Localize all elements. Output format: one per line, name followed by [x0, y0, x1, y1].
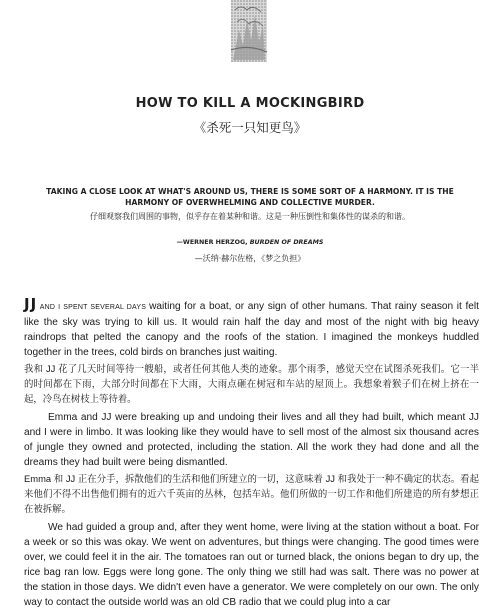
chapter-body	[24, 297, 479, 610]
jungle-illustration-icon	[231, 0, 267, 62]
paragraph-1	[24, 297, 479, 360]
epigraph-line-1: TAKING A CLOSE LOOK AT WHAT'S AROUND US, THERE IS SOME SORT OF A HARMONY. IT IS THE	[46, 187, 454, 196]
paragraph-3: We had guided a group and, after they went home, were living at the station without a boat. For a week or so this was okay. We went on adventures, but things were changing. The good times were over, we could feel it in the air. The tomatoes ran out or turned black, the onions began to dry up, the rice bag ran low. Eggs were long gone. The only thing we still had was salt. There was no power at the station in those days. We didn't even have a generator. We were completely on our own. The only way to contact the outside world was an old CB radio that we could plug into a car	[24, 522, 479, 608]
opening-small-caps: AND I SPENT SEVERAL DAYS	[37, 304, 150, 311]
paragraph-2-chinese: Emma 和 JJ 正在分手，拆散他们的生活和他们所建立的一切，这意味着 JJ 和我处于一种不确定的状态。看起来他们不得不出售他们拥有的近六千英亩的丛林，包括车站。他们所做的一切工作和他们所建造的所有梦想正在被拆解。	[24, 473, 479, 514]
attribution-work: BURDEN OF DREAMS	[249, 239, 324, 246]
paragraph-1-text: waiting for a boat, or any sign of other humans. That rainy season it felt like the sky was trying to kill us. It would rain half the day and most of the night with big heavy raindrops that pelted the canopy and the roofs of the station. I imagined the monkeys huddled together in the trees, cold birds on branches just waiting.	[24, 301, 479, 358]
chapter-title-chinese: 《杀死一只知更鸟》	[193, 120, 307, 135]
chapter-title: HOW TO KILL A MOCKINGBIRD	[135, 96, 365, 111]
paragraph-1-chinese: 我和 JJ 花了几天时间等待一艘船，或者任何其他人类的迹象。那个雨季，感觉天空在试图杀死我们。它一半的时间都在下雨，大部分时间都在下大雨，大雨点砸在树冠和车站的屋顶上。我想象着猴子们在树上挤在一起，冷鸟在树枝上等待着。	[24, 363, 479, 404]
epigraph-attribution-chinese: —沃纳·赫尔佐格，《梦之负担》	[194, 254, 306, 263]
decorative-jungle-image	[231, 0, 267, 62]
epigraph-line-2: HARMONY OF OVERWHELMING AND COLLECTIVE MURDER.	[125, 198, 375, 207]
opening-initials: JJ	[24, 295, 38, 313]
attribution-author: —WERNER HERZOG,	[176, 239, 250, 246]
epigraph-quote	[40, 186, 460, 208]
epigraph-quote-chinese: 仔细观察我们周围的事物，似乎存在着某种和谐。这是一种压倒性和集体性的谋杀的和谐。	[90, 212, 410, 221]
epigraph-attribution	[0, 239, 500, 246]
paragraph-2: Emma and JJ were breaking up and undoing their lives and all they had built, which meant JJ and I were in limbo. It was looking like they would have to sell most of the almost six thousand acres of jungle they owned and protected, including the station. All the work they had done and all the dreams they had built were being dismantled.	[24, 412, 479, 468]
